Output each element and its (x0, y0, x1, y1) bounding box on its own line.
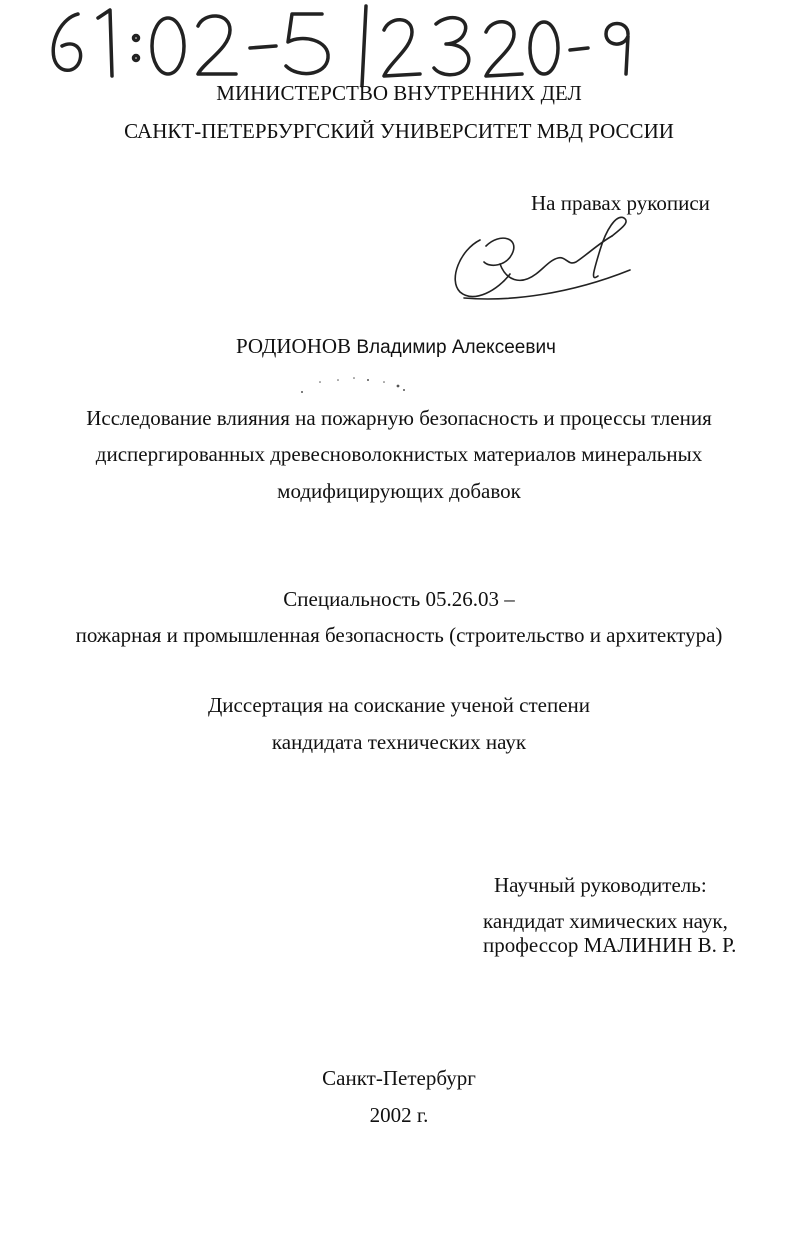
degree-name: кандидата технических наук (271, 730, 527, 754)
author-signature-drawing (440, 210, 640, 310)
scan-specks (280, 370, 420, 400)
ministry-name: МИНИСТЕРСТВО ВНУТРЕННИХ ДЕЛ (216, 81, 582, 105)
supervisor-name: профессор МАЛИНИН В. Р. (483, 933, 737, 957)
manuscript-note: На правах рукописи (531, 191, 710, 215)
dissertation-title-line-1: Исследование влияния на пожарную безопасность и процессы тления (86, 406, 712, 430)
city: Санкт-Петербург (322, 1066, 476, 1090)
handwritten-archive-number-drawing (40, 0, 640, 90)
dissertation-title-line-3: модифицирующих добавок (277, 479, 521, 503)
dissertation-title-line-2: диспергированных древесноволокнистых материалов минеральных (95, 442, 703, 466)
handwritten-archive-number (40, 0, 640, 90)
author-surname: РОДИОНОВ (236, 334, 352, 358)
author-name (236, 333, 556, 361)
specialty-name: пожарная и промышленная безопасность (строительство и архитектура) (75, 623, 723, 647)
year: 2002 г. (369, 1103, 429, 1127)
author-signature (440, 210, 640, 310)
author-given-names: Владимир Алексеевич (356, 337, 556, 358)
supervisor-label: Научный руководитель: (494, 873, 707, 897)
university-name: САНКТ-ПЕТЕРБУРГСКИЙ УНИВЕРСИТЕТ МВД РОССИИ (124, 119, 674, 143)
supervisor-degree: кандидат химических наук, (483, 909, 728, 933)
specialty-code: Специальность 05.26.03 – (283, 587, 515, 611)
degree-statement: Диссертация на соискание ученой степени (207, 693, 591, 717)
